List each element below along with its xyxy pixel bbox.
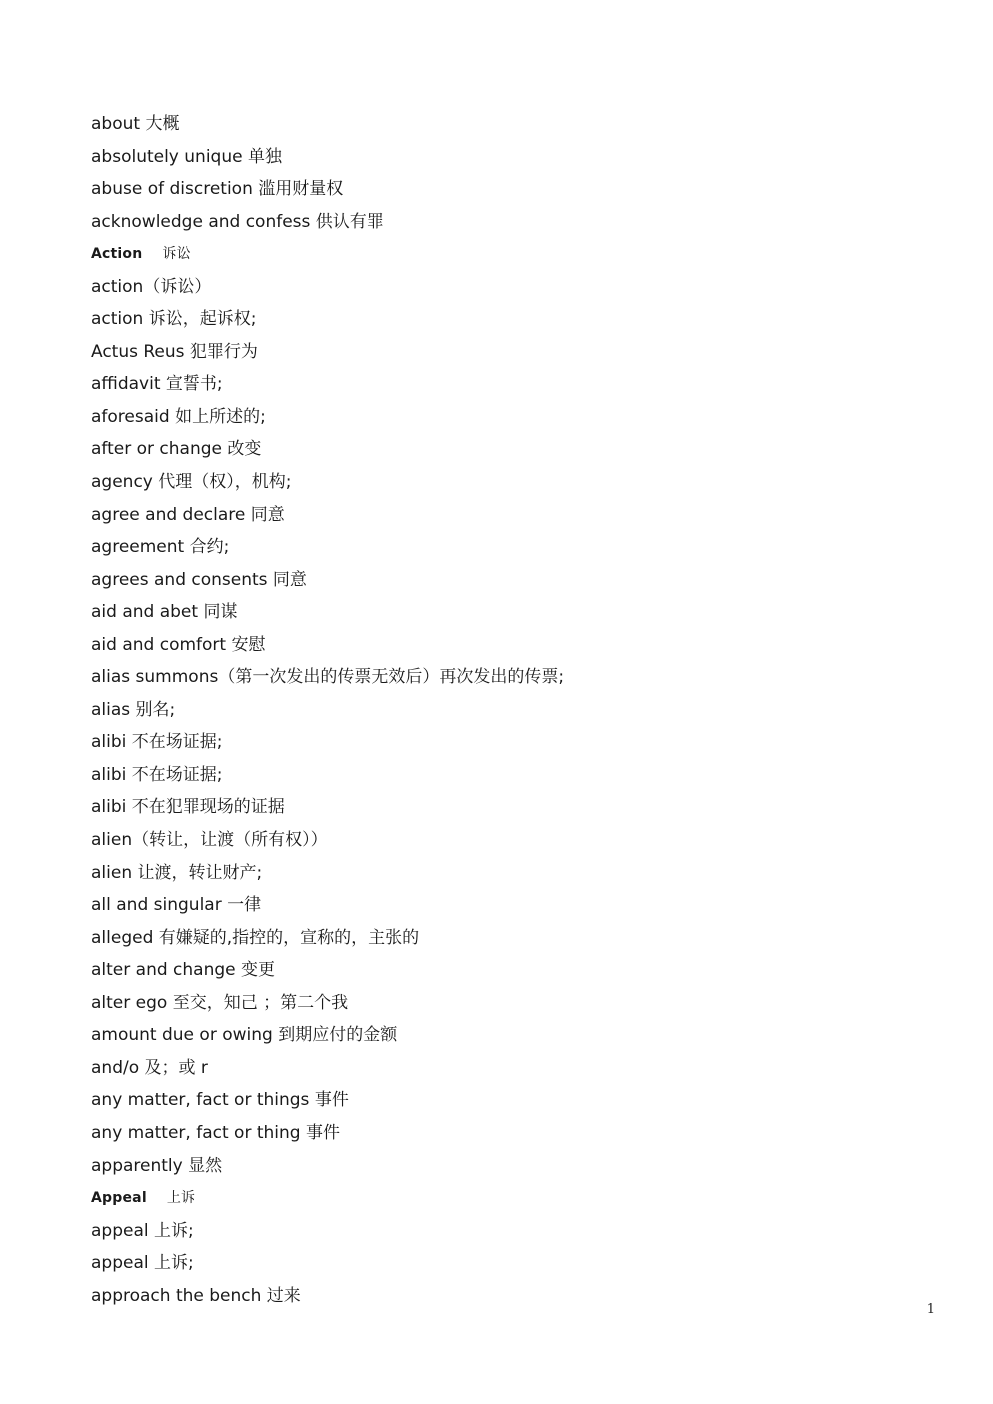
glossary-entry: and/o 及；或 r [91, 1057, 208, 1078]
page-number: 1 [926, 1302, 935, 1317]
heading-term: Appeal [91, 1190, 147, 1207]
glossary-entry: abuse of discretion 滥用财量权 [91, 179, 344, 200]
glossary-entry: action（诉讼） [91, 276, 212, 297]
glossary-entry: alien 让渡，转让财产; [91, 862, 263, 883]
heading-definition: 诉讼 [162, 246, 191, 263]
glossary-entry: absolutely unique 单独 [91, 146, 282, 167]
glossary-entry: any matter, fact or things 事件 [91, 1090, 349, 1111]
glossary-entry: any matter, fact or thing 事件 [91, 1122, 340, 1143]
glossary-entry: alibi 不在场证据; [91, 764, 223, 785]
glossary-entry: agrees and consents 同意 [91, 569, 307, 590]
glossary-entry: alias summons（第一次发出的传票无效后）再次发出的传票; [91, 667, 565, 688]
glossary-entry: all and singular 一律 [91, 895, 262, 916]
glossary-entry: aforesaid 如上所述的; [91, 406, 266, 427]
heading-term: Action [91, 246, 143, 263]
glossary-entry: alleged 有嫌疑的,指控的，宣称的，主张的 [91, 927, 420, 948]
section-heading [91, 1182, 951, 1215]
glossary-entry: after or change 改变 [91, 439, 262, 460]
glossary-entry: agree and declare 同意 [91, 504, 285, 525]
glossary-entry: approach the bench 过来 [91, 1285, 301, 1306]
glossary-entry: Actus Reus 犯罪行为 [91, 341, 258, 362]
glossary-entry: action 诉讼，起诉权; [91, 309, 257, 330]
section-heading [91, 238, 951, 271]
glossary-entry: apparently 显然 [91, 1155, 223, 1176]
glossary-entry: agency 代理（权），机构; [91, 472, 292, 493]
glossary-entry: alibi 不在犯罪现场的证据 [91, 797, 285, 818]
glossary-entry: about 大概 [91, 114, 180, 134]
glossary-entry: appeal 上诉; [91, 1253, 194, 1274]
glossary-entry: alter ego 至交，知己 ；第二个我 [91, 992, 349, 1013]
glossary-list [91, 108, 951, 1312]
glossary-entry: aid and comfort 安慰 [91, 634, 266, 655]
glossary-entry: amount due or owing 到期应付的金额 [91, 1025, 398, 1046]
glossary-entry: alter and change 变更 [91, 960, 276, 981]
glossary-entry: agreement 合约; [91, 537, 230, 558]
glossary-entry: alien（转让，让渡（所有权）） [91, 830, 328, 851]
heading-definition: 上诉 [166, 1190, 196, 1207]
glossary-entry: appeal 上诉; [91, 1220, 194, 1241]
glossary-entry: alias 别名; [91, 699, 176, 720]
glossary-entry: aid and abet 同谋 [91, 602, 238, 623]
glossary-entry: affidavit 宣誓书; [91, 374, 223, 395]
glossary-entry: acknowledge and confess 供认有罪 [91, 211, 384, 232]
glossary-entry: alibi 不在场证据; [91, 732, 223, 753]
